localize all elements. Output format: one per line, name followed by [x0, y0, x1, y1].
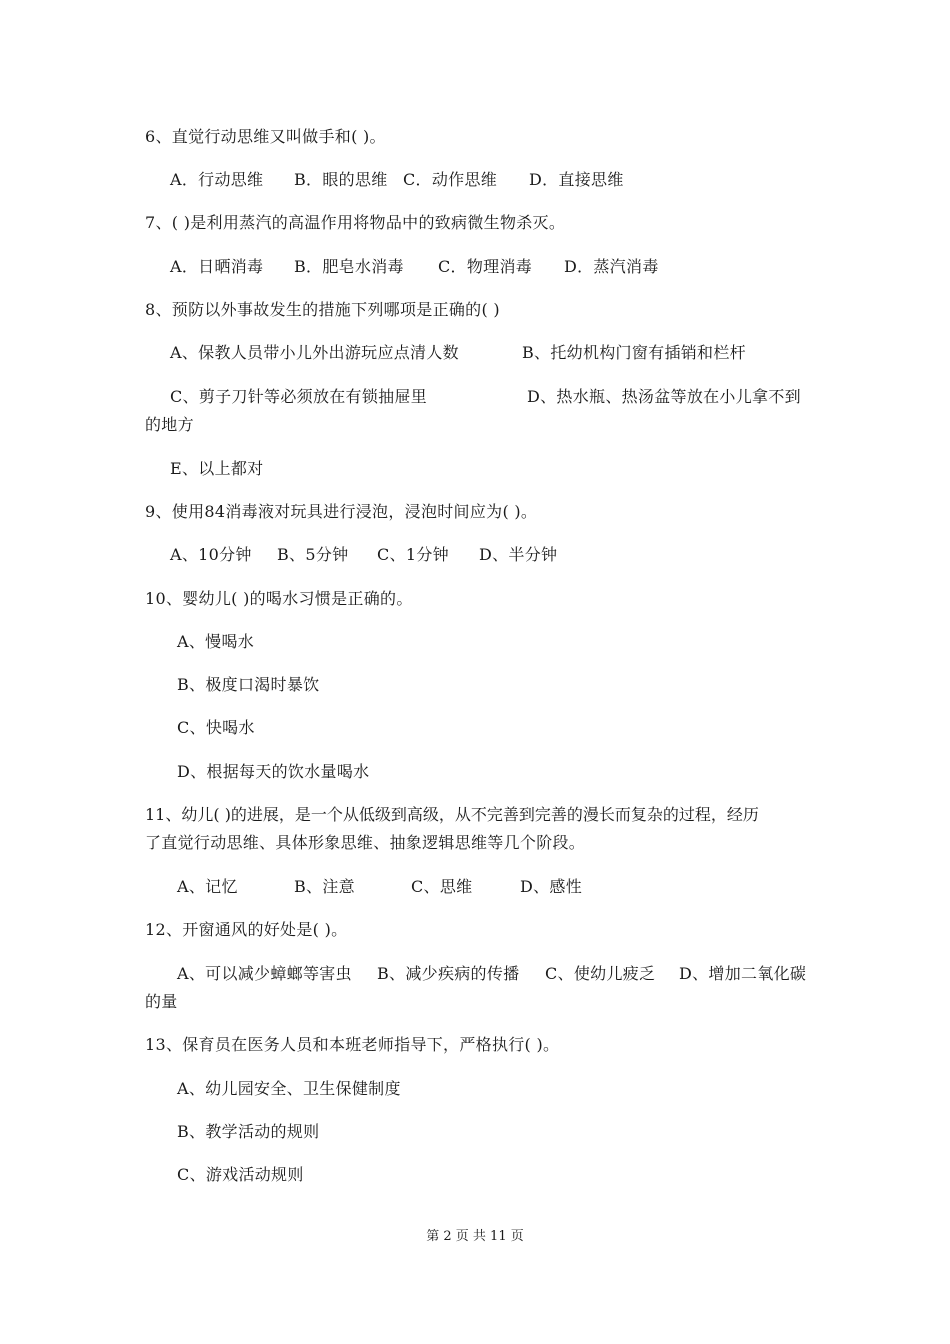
question-12-stem: 12、开窗通风的好处是( )。	[145, 920, 348, 939]
question-12-option-d-continuation: 的量	[145, 992, 178, 1011]
question-13-option-a: A、幼儿园安全、卫生保健制度	[177, 1079, 401, 1098]
question-9-option-b: B、5分钟	[277, 545, 349, 564]
question-11-stem-line1: 11、幼儿( )的进展，是一个从低级到高级，从不完善到完善的漫长而复杂的过程，经历	[145, 805, 759, 824]
question-7-option-d: D．蒸汽消毒	[564, 257, 659, 276]
question-13-stem: 13、保育员在医务人员和本班老师指导下，严格执行( )。	[145, 1035, 560, 1054]
question-10-stem: 10、婴幼儿( )的喝水习惯是正确的。	[145, 589, 413, 608]
question-11-option-b: B、注意	[294, 877, 355, 896]
question-7-option-b: B．肥皂水消毒	[294, 257, 404, 276]
question-8-option-b: B、托幼机构门窗有插销和栏杆	[522, 343, 746, 362]
question-9-option-c: C、1分钟	[377, 545, 449, 564]
question-8-option-a: A、保教人员带小儿外出游玩应点清人数	[170, 343, 459, 362]
question-9-option-d: D、半分钟	[479, 545, 558, 564]
question-6-option-b: B．眼的思维	[294, 170, 388, 189]
question-13-option-c: C、游戏活动规则	[177, 1165, 304, 1184]
question-7-stem: 7、( )是利用蒸汽的高温作用将物品中的致病微生物杀灭。	[145, 213, 566, 232]
question-12-option-d: D、增加二氧化碳	[679, 964, 807, 983]
question-10-option-a: A、慢喝水	[177, 632, 255, 651]
question-6-stem: 6、直觉行动思维又叫做手和( )。	[145, 127, 386, 146]
question-7-option-c: C．物理消毒	[438, 257, 533, 276]
question-10-option-b: B、极度口渴时暴饮	[177, 675, 320, 694]
question-11-option-a: A、记忆	[177, 877, 238, 896]
question-8-stem: 8、预防以外事故发生的措施下列哪项是正确的( )	[145, 300, 500, 319]
question-6-option-a: A．行动思维	[170, 170, 264, 189]
question-9-stem: 9、使用84消毒液对玩具进行浸泡，浸泡时间应为( )。	[145, 502, 538, 521]
question-10-option-c: C、快喝水	[177, 718, 255, 737]
question-13-option-b: B、教学活动的规则	[177, 1122, 320, 1141]
question-12-option-b: B、减少疾病的传播	[377, 964, 520, 983]
question-12-option-c: C、使幼儿疲乏	[545, 964, 656, 983]
question-12-option-a: A、可以减少蟑螂等害虫	[177, 964, 352, 983]
question-8-option-c: C、剪子刀针等必须放在有锁抽屉里	[170, 387, 428, 406]
page-number-footer: 第 2 页 共 11 页	[426, 1229, 524, 1244]
question-7-option-a: A．日晒消毒	[170, 257, 264, 276]
question-6-option-d: D．直接思维	[529, 170, 624, 189]
question-11-option-c: C、思维	[411, 877, 473, 896]
question-8-option-d-continuation: 的地方	[145, 415, 194, 434]
question-10-option-d: D、根据每天的饮水量喝水	[177, 762, 370, 781]
question-9-option-a: A、10分钟	[170, 545, 252, 564]
question-11-option-d: D、感性	[520, 877, 583, 896]
question-11-stem-line2: 了直觉行动思维、具体形象思维、抽象逻辑思维等几个阶段。	[145, 833, 586, 852]
question-8-option-e: E、以上都对	[170, 459, 264, 478]
question-6-option-c: C．动作思维	[403, 170, 498, 189]
question-8-option-d: D、热水瓶、热汤盆等放在小儿拿不到	[527, 387, 801, 406]
